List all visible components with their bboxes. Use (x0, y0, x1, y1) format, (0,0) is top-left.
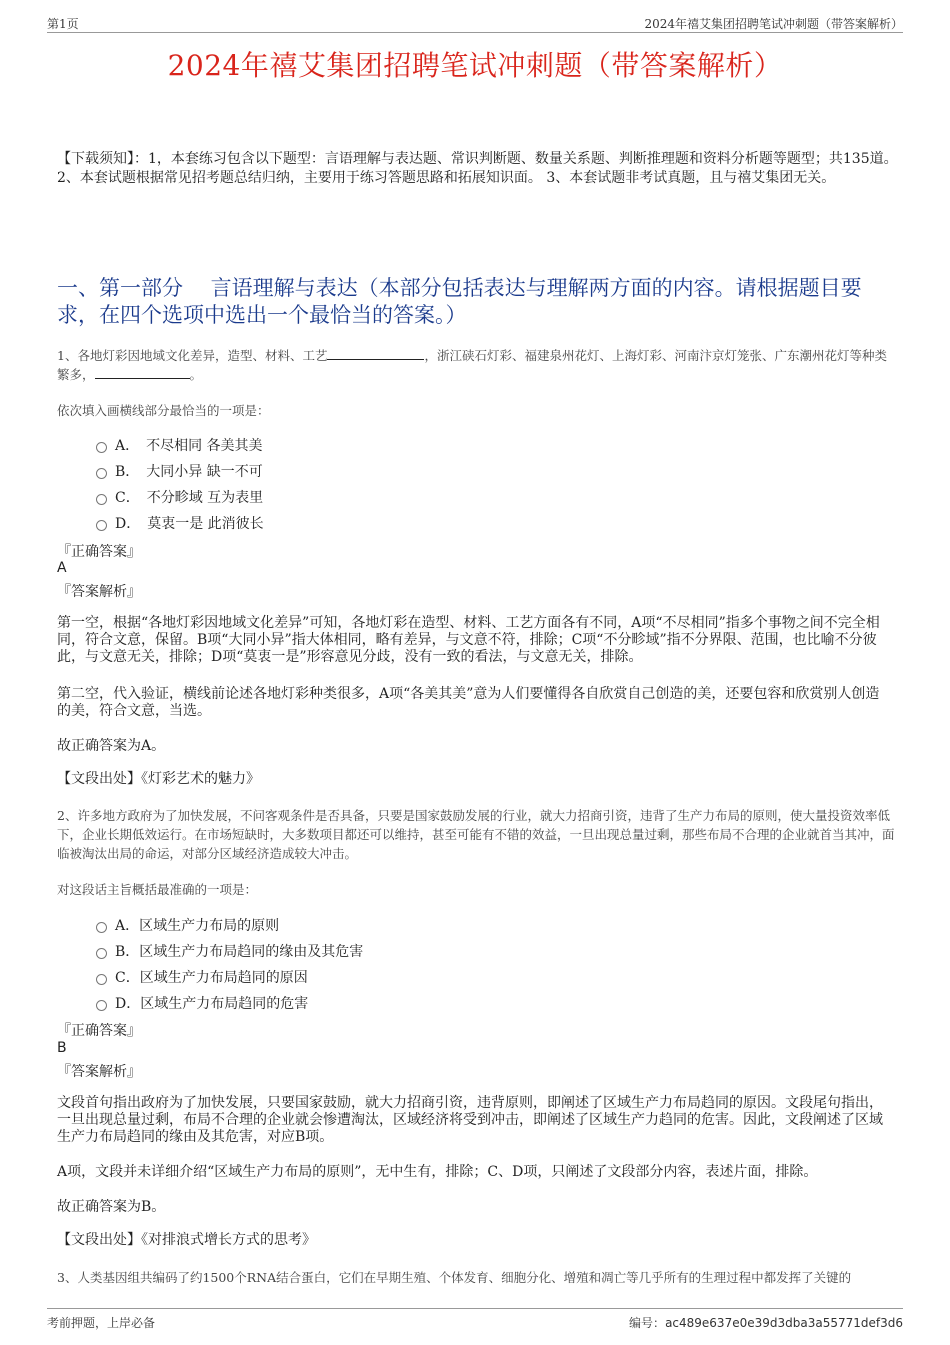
radio-icon[interactable] (96, 468, 107, 479)
document-title: 2024年禧艾集团招聘笔试冲刺题（带答案解析） (167, 49, 783, 82)
q2-analysis-para-3: 故正确答案为B。 (57, 1199, 166, 1215)
page-footer (47, 1308, 903, 1329)
fill-blank-1 (327, 348, 424, 360)
question-2-options (96, 912, 363, 1016)
question-2-prompt: 对这段话主旨概括最准确的一项是： (57, 882, 258, 897)
q1-option-d[interactable]: D． 莫衷一是 此消彼长 (96, 510, 264, 536)
question-1-options (96, 432, 264, 536)
q2-answer: B (57, 1040, 67, 1056)
q1-source: 【文段出处】《灯彩艺术的魅力》 (57, 771, 260, 787)
q1-correct-label: 『正确答案』 (57, 544, 141, 560)
q2-correct-label: 『正确答案』 (57, 1023, 141, 1039)
radio-icon[interactable] (96, 520, 107, 531)
fill-blank-2 (95, 367, 190, 379)
radio-icon[interactable] (96, 948, 107, 959)
q2-analysis-para-1: 文段首句指出政府为了加快发展，只要国家鼓励，就大力招商引资，违背原则，即阐述了区域生产力布局趋同的原因。文段尾句指出，一旦出现总量过剩，布局不合理的企业就会惨遭淘汰，区域经济将受到冲击，即阐述了区域生产力趋同的危害。因此，文段阐述了区域生产力布局趋同的缘由及其危害，对应B项。 (57, 1095, 883, 1145)
q2-option-b[interactable]: B．区域生产力布局趋同的缘由及其危害 (96, 938, 363, 964)
q2-source: 【文段出处】《对排浪式增长方式的思考》 (57, 1232, 316, 1248)
footer-code: 编号：ac489e637e0e39d3dba3a55771def3d6 (629, 1316, 903, 1330)
question-1-text: 1、各地灯彩因地域文化差异，造型、材料、工艺 ，浙江硖石灯彩、福建泉州花灯、上海灯彩、河南汴京灯笼张、广东潮州花灯等种类繁多， 。 (57, 348, 887, 382)
section-heading: 一、第一部分 言语理解与表达（本部分包括表达与理解两方面的内容。请根据题目要求，在四个选项中选出一个最恰当的答案。） (57, 276, 862, 327)
q1-analysis-para-1: 第一空，根据“各地灯彩因地域文化差异”可知，各地灯彩在造型、材料、工艺方面各有不同，A项“不尽相同”指多个事物之间不完全相同，符合文意，保留。B项“大同小异”指大体相同，略有差异，与文意不符，排除；C项“不分畛域”指不分界限、范围，也比喻不分彼此，与文意无关，排除；D项“莫衷一是”形容意见分歧，没有一致的看法，与文意无关，排除。 (57, 615, 880, 665)
page-number: 第1页 (47, 17, 79, 31)
radio-icon[interactable] (96, 494, 107, 505)
radio-icon[interactable] (96, 974, 107, 985)
q1-option-a[interactable]: A． 不尽相同 各美其美 (96, 432, 264, 458)
download-notice: 【下载须知】：1，本套练习包含以下题型：言语理解与表达题、常识判断题、数量关系题、判断推理题和资料分析题等题型；共135道。 2、本套试题根据常见招考题总结归纳，主要用于练习答题思路和拓展知识面。 3、本套试题非考试真题，且与禧艾集团无关。 (57, 151, 898, 186)
q1-answer: A (57, 560, 67, 576)
radio-icon[interactable] (96, 922, 107, 933)
radio-icon[interactable] (96, 1000, 107, 1011)
q1-analysis-label: 『答案解析』 (57, 584, 141, 600)
footer-slogan: 考前押题，上岸必备 (47, 1316, 156, 1330)
q2-analysis-label: 『答案解析』 (57, 1064, 141, 1080)
question-3-text: 3、人类基因组共编码了约1500个RNA结合蛋白，它们在早期生殖、个体发育、细胞分化、增殖和凋亡等几乎所有的生理过程中都发挥了关键的 (57, 1270, 852, 1285)
q2-option-d[interactable]: D．区域生产力布局趋同的危害 (96, 990, 363, 1016)
header-doc-title: 2024年禧艾集团招聘笔试冲刺题（带答案解析） (644, 17, 903, 31)
question-2-text: 2、许多地方政府为了加快发展，不问客观条件是否具备，只要是国家鼓励发展的行业，就大力招商引资，违背了生产力布局的原则，使大量投资效率低下，企业长期低效运行。在市场短缺时，大多数项目都还可以维持，甚至可能有不错的效益，一旦出现总量过剩，那些布局不合理的企业就首当其冲，面临被淘汰出局的命运，对部分区域经济造成较大冲击。 (57, 808, 895, 861)
q2-analysis-para-2: A项，文段并未详细介绍“区域生产力布局的原则”，无中生有，排除；C、D项，只阐述了文段部分内容，表述片面，排除。 (57, 1164, 818, 1180)
q1-option-b[interactable]: B． 大同小异 缺一不可 (96, 458, 264, 484)
question-1-prompt: 依次填入画横线部分最恰当的一项是： (57, 403, 270, 418)
radio-icon[interactable] (96, 442, 107, 453)
q2-option-c[interactable]: C．区域生产力布局趋同的原因 (96, 964, 363, 990)
q1-analysis-para-3: 故正确答案为A。 (57, 738, 166, 754)
q1-analysis-para-2: 第二空，代入验证，横线前论述各地灯彩种类很多，A项“各美其美”意为人们要懂得各自欣赏自己创造的美，还要包容和欣赏别人创造的美，符合文意，当选。 (57, 686, 880, 719)
q1-option-c[interactable]: C． 不分畛域 互为表里 (96, 484, 264, 510)
q2-option-a[interactable]: A．区域生产力布局的原则 (96, 912, 363, 938)
page-header (47, 14, 903, 33)
